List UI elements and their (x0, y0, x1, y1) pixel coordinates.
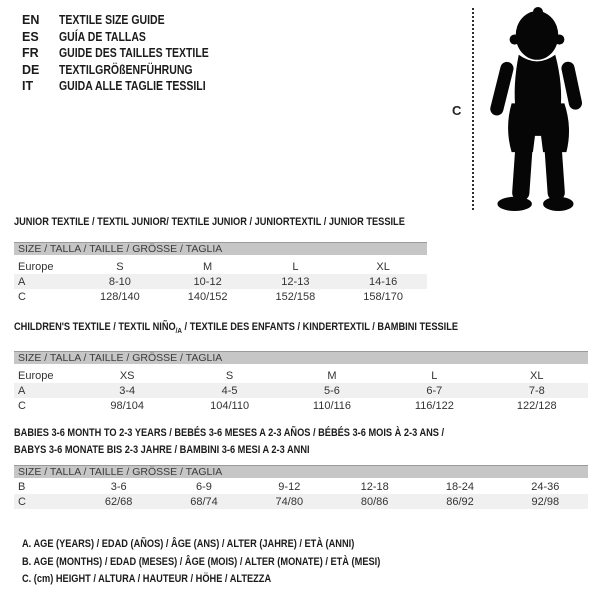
size-cell: 18-24 (445, 480, 475, 493)
row-label: B (18, 480, 26, 493)
size-cell: 4-5 (221, 384, 238, 397)
babies-table-section (14, 425, 588, 509)
size-cell: 140/152 (187, 290, 228, 303)
language-title: GUÍA DE TALLAS (59, 29, 146, 44)
size-cell: 86/92 (446, 495, 474, 508)
table-row (14, 368, 588, 383)
size-cell: 158/170 (363, 290, 403, 303)
legend-line-b-text: B. AGE (MONTHS) / EDAD (MESES) / ÂGE (MOIS) / ALTER (MONATE) / ETÀ (MESI) (22, 555, 381, 568)
language-title: GUIDE DES TAILLES TEXTILE (59, 46, 209, 60)
size-cell: L (431, 369, 438, 382)
junior-table-section (14, 214, 427, 304)
table-row (14, 398, 588, 413)
table-row (14, 289, 427, 304)
children-table-section (14, 319, 588, 413)
size-cell: 6-9 (196, 480, 212, 493)
row-label: A (18, 384, 26, 397)
language-row (22, 78, 237, 95)
size-cell: 7-8 (528, 384, 545, 397)
row-label: C (18, 495, 26, 508)
legend-line-c (22, 571, 449, 589)
legend-line-a (22, 536, 449, 554)
size-cell: 5-6 (324, 384, 340, 397)
row-label: A (18, 275, 26, 288)
size-cell: 3-6 (110, 480, 127, 493)
size-cell: 9-12 (278, 480, 301, 493)
size-cell: 152/158 (275, 290, 316, 303)
babies-table-title-line1: BABIES 3-6 MONTH TO 2-3 YEARS / BEBÉS 3-6 MESES A 2-3 AÑOS / BÉBÉS 3-6 MOIS À 2-3 ANS / (14, 427, 445, 439)
size-cell: XL (530, 369, 544, 382)
size-cell: XL (376, 260, 390, 273)
title-subscript: /A (175, 326, 182, 336)
row-label: Europe (18, 260, 54, 273)
children-table-title (14, 319, 588, 339)
size-cell: 128/140 (99, 290, 140, 303)
size-cell: 14-16 (369, 275, 398, 288)
row-label: Europe (18, 369, 54, 382)
size-cell: XS (119, 369, 135, 382)
language-code: EN (22, 13, 40, 27)
children-table-title-text: CHILDREN'S TEXTILE / TEXTIL $NIÑO_{/A}$ / TEXTILE DES ENFANTS / KINDERTEXTIL / BAMBINI TESSILE (14, 321, 459, 336)
language-code: IT (22, 79, 34, 93)
size-cell: 10-12 (193, 275, 222, 288)
size-cell: 62/68 (104, 495, 133, 508)
junior-table-title (14, 214, 427, 231)
language-title: TEXTILE SIZE GUIDE (59, 13, 165, 27)
children-size-table (14, 368, 588, 413)
measure-legend (22, 536, 449, 589)
size-cell: 74/80 (275, 495, 304, 508)
legend-line-a-text: A. AGE (YEARS) / EDAD (AÑOS) / ÂGE (ANS) / ALTER (JAHRE) / ETÀ (ANNI) (22, 538, 355, 550)
language-code: ES (22, 29, 39, 44)
size-cell: 92/98 (531, 495, 560, 508)
size-header-bar (14, 351, 588, 364)
size-cell: 8-10 (108, 275, 131, 288)
size-header-bar (14, 465, 588, 478)
table-row (14, 274, 427, 289)
height-measure-dotted-line (472, 8, 474, 210)
language-title: GUIDA ALLE TAGLIE TESSILI (59, 79, 206, 93)
size-cell: 110/116 (312, 399, 352, 412)
height-measure-label: C (452, 103, 462, 118)
row-label: C (18, 290, 26, 303)
table-row (14, 494, 588, 509)
language-code: DE (22, 62, 40, 77)
language-row (22, 12, 237, 29)
size-cell: 98/104 (110, 399, 145, 412)
row-label: C (18, 399, 26, 412)
size-header-text: SIZE / TALLA / TAILLE / GRÖSSE / TAGLIA (18, 243, 223, 255)
size-cell: 12-13 (281, 275, 310, 288)
size-cell: 80/86 (360, 495, 389, 508)
baby-silhouette-icon (484, 4, 592, 212)
babies-table-title-line2: BABYS 3-6 MONATE BIS 2-3 JAHRE / BAMBINI 3-6 MESI A 2-3 ANNI (14, 444, 310, 456)
language-row (22, 29, 237, 46)
junior-size-table (14, 259, 427, 304)
size-cell: 24-36 (531, 480, 560, 493)
size-cell: 116/122 (414, 399, 454, 412)
table-row (14, 259, 427, 274)
language-title-list (22, 12, 237, 95)
language-code: FR (22, 46, 39, 60)
size-cell: 12-18 (360, 480, 389, 493)
size-cell: M (203, 260, 213, 273)
language-row (22, 62, 237, 79)
size-cell: S (225, 369, 234, 382)
size-header-text: SIZE / TALLA / TAILLE / GRÖSSE / TAGLIA (18, 352, 223, 365)
babies-table-title (14, 425, 588, 459)
size-header-bar (14, 242, 427, 255)
junior-table-title-text: JUNIOR TEXTILE / TEXTIL JUNIOR/ TEXTILE JUNIOR / JUNIORTEXTIL / JUNIOR TESSILE (14, 216, 405, 228)
size-cell: 3-4 (119, 384, 136, 397)
table-row (14, 479, 588, 494)
language-title: TEXTILGRÖßENFÜHRUNG (59, 62, 193, 77)
legend-line-c-text: C. (cm) HEIGHT / ALTURA / HAUTEUR / HÖHE / ALTEZZA (22, 573, 272, 585)
size-cell: 104/110 (210, 399, 250, 412)
size-header-text: SIZE / TALLA / TAILLE / GRÖSSE / TAGLIA (18, 466, 223, 478)
legend-line-b (22, 554, 449, 572)
babies-size-table (14, 479, 588, 509)
size-cell: L (292, 260, 299, 273)
size-cell: 6-7 (426, 384, 443, 397)
language-row (22, 45, 237, 62)
size-cell: 122/128 (516, 399, 557, 412)
size-cell: 68/74 (190, 495, 218, 508)
size-cell: S (116, 260, 124, 273)
size-cell: M (327, 369, 337, 382)
table-row (14, 383, 588, 398)
